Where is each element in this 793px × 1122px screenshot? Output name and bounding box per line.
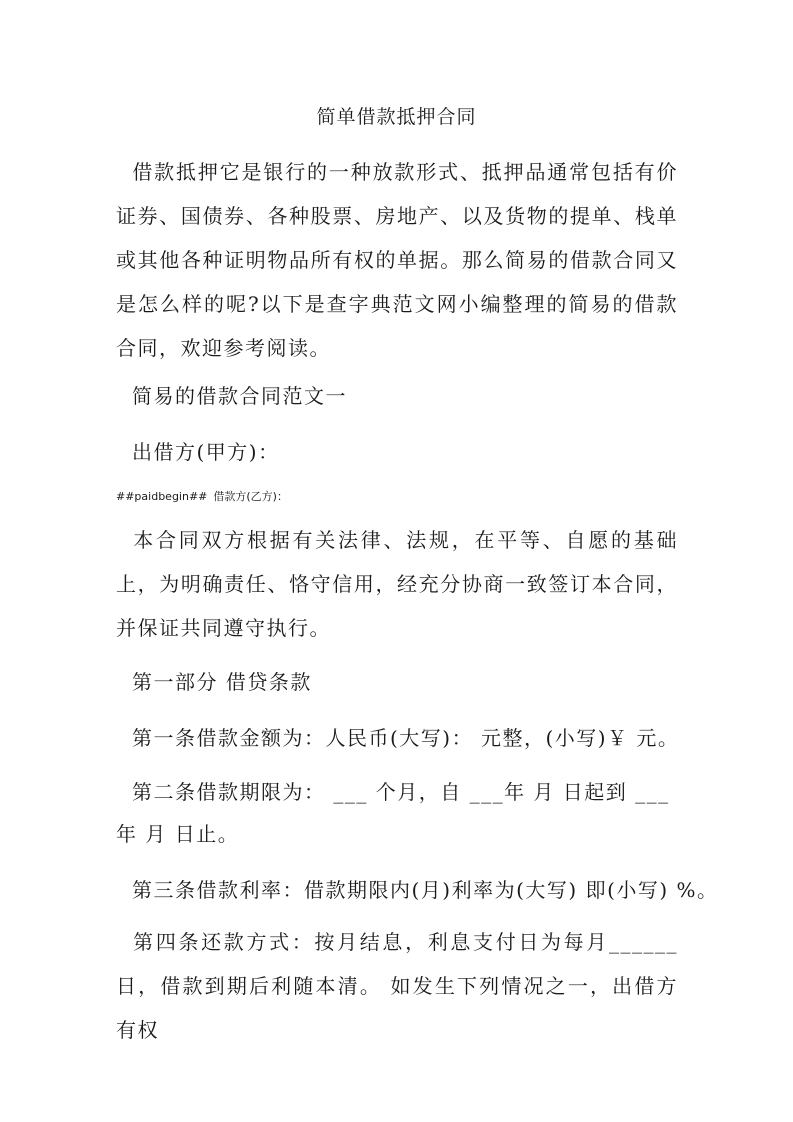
- sample-heading: 简易的借款合同范文一: [132, 384, 347, 408]
- intro-paragraph: [116, 150, 678, 370]
- article-3: 第三条借款利率：借款期限内(月)利率为(大写) 即(小写) %。: [132, 878, 719, 902]
- preamble-paragraph: [116, 518, 678, 650]
- lender-line: 出借方(甲方)：: [132, 440, 280, 464]
- borrower-line: [116, 488, 288, 504]
- article-2-line-2: 年 月 日止。: [116, 822, 240, 846]
- article-1: 第一条借款金额为：人民币(大写)： 元整，(小写)￥ 元。: [132, 726, 680, 750]
- article-4-text: 第四条还款方式：按月结息，利息支付日为每月______日，借款到期后利随本清。 如发生下列情况之一，出借方有权: [116, 930, 678, 1042]
- intro-text: 借款抵押它是银行的一种放款形式、抵押品通常包括有价证券、国债券、各种股票、房地产、以及货物的提单、栈单或其他各种证明物品所有权的单据。那么简易的借款合同又是怎么样的呢?以下是查字典范文网小编整理的简易的借款合同，欢迎参考阅读。: [116, 160, 678, 360]
- article-4-paragraph: [116, 920, 678, 1052]
- document-title: 简单借款抵押合同: [316, 106, 477, 128]
- borrower-label: 借款方(乙方)：: [213, 490, 288, 503]
- preamble-text: 本合同双方根据有关法律、法规，在平等、自愿的基础上，为明确责任、恪守信用，经充分协商一致签订本合同，并保证共同遵守执行。: [116, 528, 678, 640]
- article-2-line-1: 第二条借款期限为： ___ 个月，自 ___年 月 日起到 ___: [132, 780, 670, 804]
- part-one-heading: 第一部分 借贷条款: [132, 670, 312, 694]
- paid-marker: ##paidbegin##: [116, 490, 208, 503]
